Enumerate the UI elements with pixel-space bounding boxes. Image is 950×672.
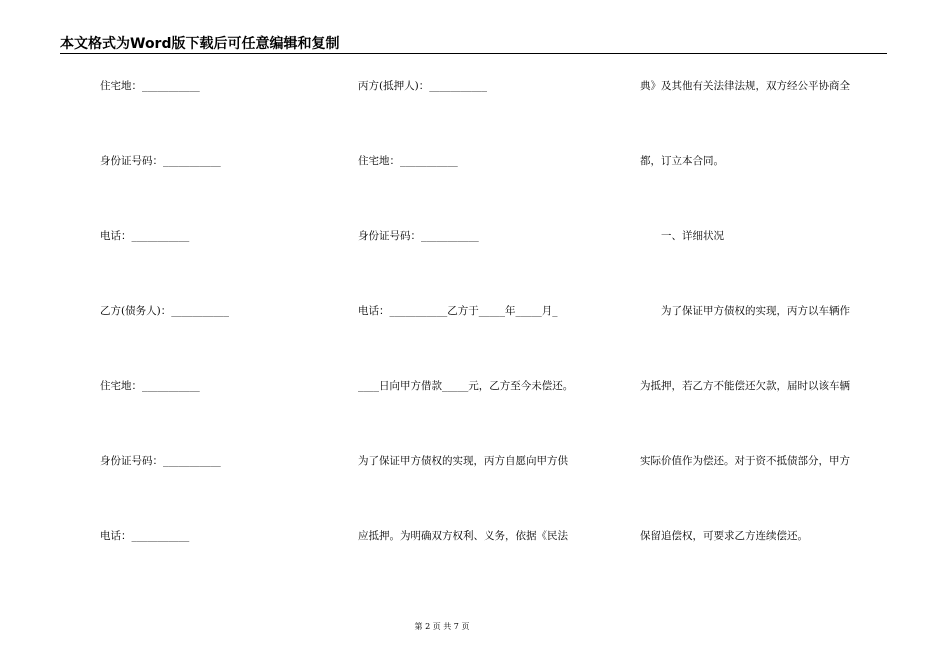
col2-line-rights-obligations: 应抵押。为明确双方权利、义务，依据《民法 xyxy=(358,530,568,542)
col3-line-vehicle-mortgage: 为了保证甲方债权的实现，丙方以车辆作 xyxy=(640,305,850,317)
col2-line-party-c: 丙方(抵押人)：___________ xyxy=(358,80,487,92)
col1-line-id-number-b: 身份证号码：___________ xyxy=(100,455,221,467)
col1-line-id-number: 身份证号码：___________ xyxy=(100,155,221,167)
col3-line-recourse: 保留追偿权，可要求乙方连续偿还。 xyxy=(640,530,808,542)
col2-line-guarantee: 为了保证甲方债权的实现，丙方自愿向甲方供 xyxy=(358,455,568,467)
col3-line-default-clause: 为抵押，若乙方不能偿还欠款，届时以该车辆 xyxy=(640,380,850,392)
col3-section-heading: 一、详细状况 xyxy=(640,230,724,242)
col1-line-party-b: 乙方(债务人)：___________ xyxy=(100,305,229,317)
col1-line-residence: 住宅地：___________ xyxy=(100,80,200,92)
col1-line-phone-b: 电话：___________ xyxy=(100,530,190,542)
col2-line-phone-loan-date: 电话：___________乙方于_____年_____月_ xyxy=(358,305,558,317)
col2-line-residence: 住宅地：___________ xyxy=(358,155,458,167)
col2-line-loan-amount: ____日向甲方借款_____元，乙方至今未偿还。 xyxy=(358,380,574,392)
col3-line-actual-value: 实际价值作为偿还。对于资不抵债部分，甲方 xyxy=(640,455,850,467)
document-header-title: 本文格式为Word版下载后可任意编辑和复制 xyxy=(60,36,340,52)
col3-line-legal-basis: 典》及其他有关法律法规，双方经公平协商全 xyxy=(640,80,850,92)
col2-line-id-number: 身份证号码：___________ xyxy=(358,230,479,242)
col3-line-contract-made: 都，订立本合同。 xyxy=(640,155,724,167)
col1-line-phone: 电话：___________ xyxy=(100,230,190,242)
col1-line-residence-b: 住宅地：___________ xyxy=(100,380,200,392)
page-number-footer: 第 2 页 共 7 页 xyxy=(414,622,470,631)
header-divider xyxy=(60,53,887,54)
